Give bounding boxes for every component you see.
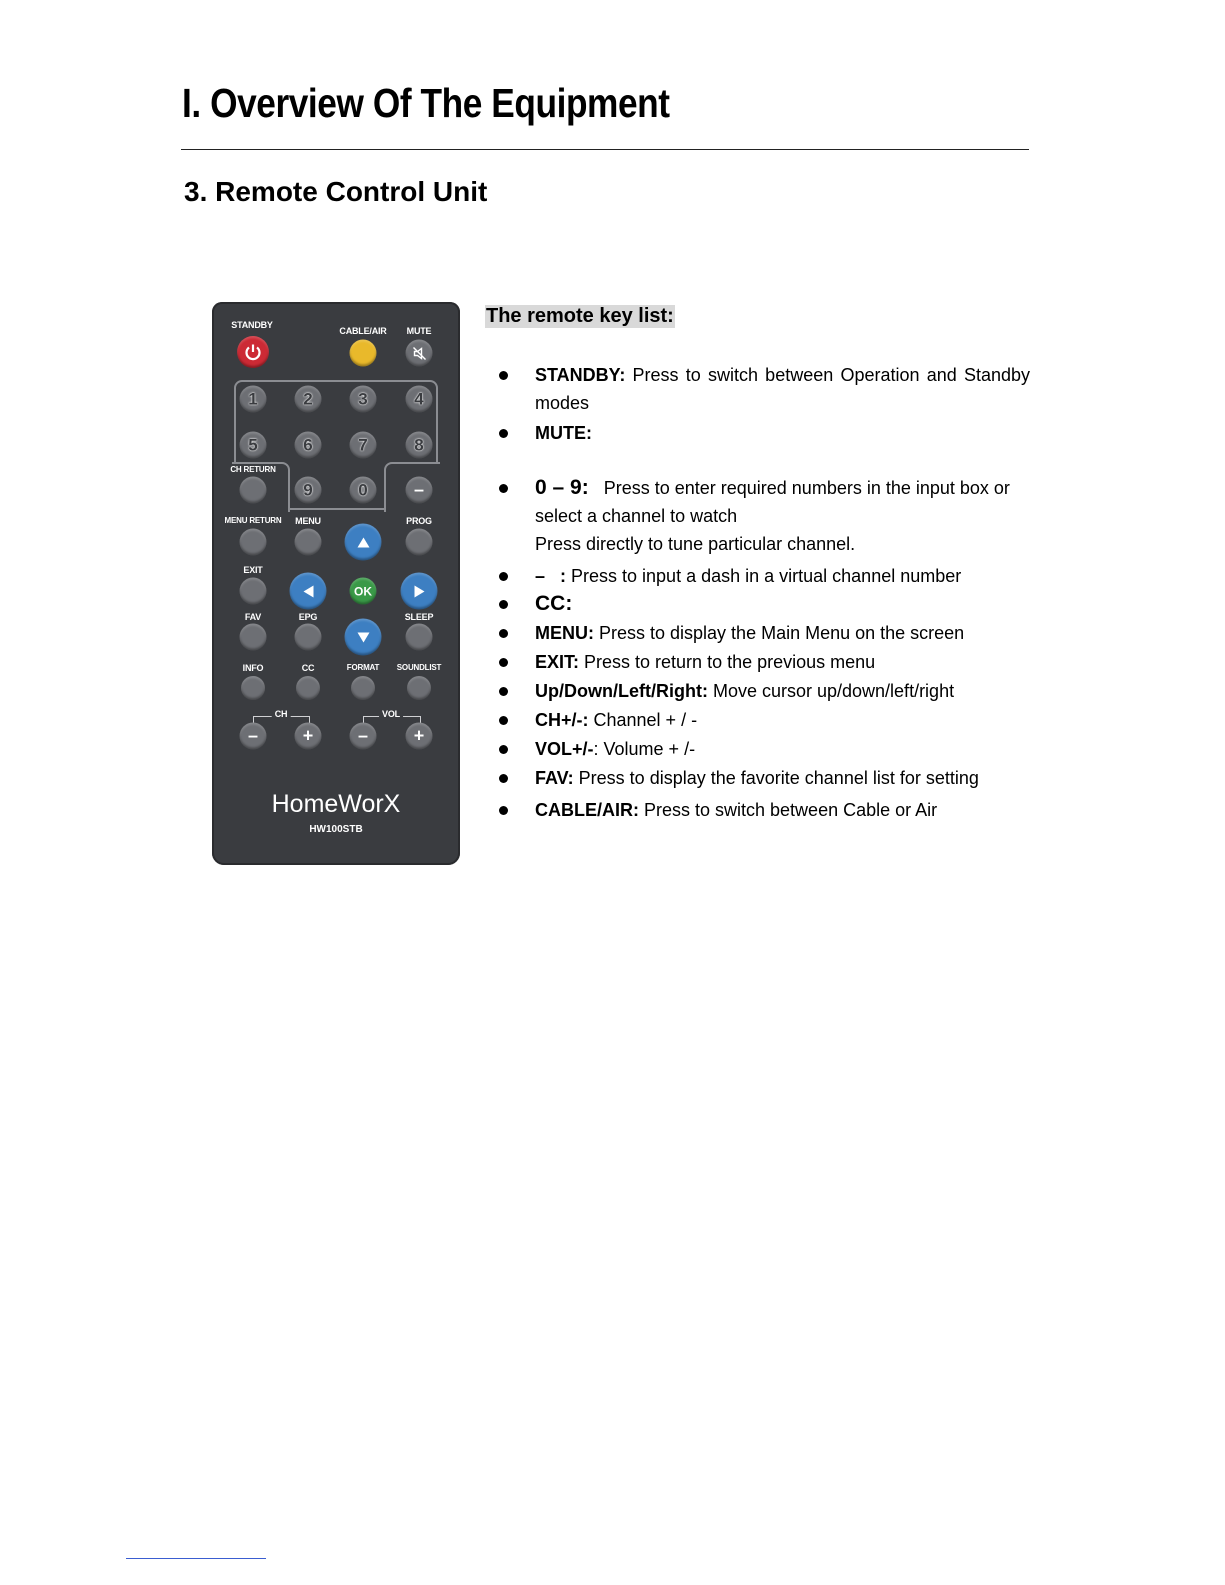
ch-plus-button: +: [295, 723, 322, 750]
prog-button: [406, 529, 433, 556]
key-desc: Press to return to the previous menu: [579, 652, 876, 672]
cc-label: CC: [301, 663, 315, 673]
digit-4-button: 4: [406, 386, 433, 413]
bullet-icon: [499, 484, 508, 493]
sleep-label: SLEEP: [404, 612, 434, 622]
key-desc: Press to display the Main Menu on the screen: [594, 623, 965, 643]
epg-label: EPG: [298, 612, 318, 622]
key-desc: Press to switch between Operation and Standby modes: [535, 365, 1030, 413]
key-name: 0 – 9:: [535, 476, 589, 499]
exit-button: [240, 578, 267, 605]
key-name: STANDBY:: [535, 365, 626, 385]
format-button: [351, 676, 375, 700]
cable-air-button: [350, 340, 377, 367]
digit-0-button: 0: [350, 477, 377, 504]
remote-control-image: [212, 302, 460, 865]
vol-plus-button: +: [406, 723, 433, 750]
sleep-button: [406, 624, 433, 651]
ch-minus-button: –: [240, 723, 267, 750]
bullet-icon: [499, 806, 508, 815]
fav-label: FAV: [244, 612, 262, 622]
bullet-icon: [499, 371, 508, 380]
footer-link-line: [126, 1558, 266, 1559]
bullet-icon: [499, 774, 508, 783]
key-item-vol: [535, 735, 1030, 763]
brand-logo: HomeWorX: [271, 790, 401, 818]
mute-button: [406, 340, 433, 367]
ch-return-label: CH RETURN: [230, 465, 276, 474]
key-item-cable-air: [535, 796, 1030, 824]
chapter-divider: [181, 149, 1029, 150]
bullet-icon: [499, 745, 508, 754]
ch-return-button: [240, 477, 267, 504]
info-button: [241, 676, 265, 700]
digit-8-button: 8: [406, 432, 433, 459]
key-name: MENU:: [535, 623, 594, 643]
key-desc-extra: Press directly to tune particular channel.: [535, 534, 856, 554]
key-desc: Press to switch between Cable or Air: [639, 800, 938, 820]
digit-9-button: 9: [295, 477, 322, 504]
key-desc: Press to enter required numbers in the input box or select a channel to watch: [535, 478, 1015, 526]
key-desc: Channel + / -: [588, 710, 698, 730]
standby-label: STANDBY: [231, 320, 273, 330]
menu-return-label: MENU RETURN: [224, 516, 282, 525]
digit-7-button: 7: [350, 432, 377, 459]
key-item-ch: [535, 706, 1030, 734]
mute-icon: [411, 345, 427, 361]
bullet-icon: [499, 429, 508, 438]
soundlist-button: [407, 676, 431, 700]
key-name: FAV:: [535, 768, 574, 788]
key-name: CH+/-:: [535, 710, 589, 730]
bullet-icon: [499, 716, 508, 725]
dash-button: –: [406, 477, 433, 504]
key-name: EXIT:: [535, 652, 580, 672]
key-desc: Move cursor up/down/left/right: [707, 681, 955, 701]
key-item-standby: [535, 361, 1030, 417]
key-item-mute: [535, 419, 1030, 447]
epg-button: [295, 624, 322, 651]
bullet-icon: [499, 687, 508, 696]
digit-2-button: 2: [295, 386, 322, 413]
key-desc: : Volume + /-: [593, 739, 696, 759]
key-name: MUTE:: [535, 423, 592, 443]
vol-minus-button: –: [350, 723, 377, 750]
key-name: – :: [535, 566, 567, 586]
chapter-title: I. Overview Of The Equipment: [182, 80, 670, 126]
exit-label: EXIT: [243, 565, 263, 575]
mute-label: MUTE: [406, 326, 432, 336]
model-number: HW100STB: [309, 824, 363, 835]
soundlist-label: SOUNDLIST: [396, 663, 442, 672]
digit-6-button: 6: [295, 432, 322, 459]
key-desc: Press to input a dash in a virtual channel number: [566, 566, 962, 586]
section-title: 3. Remote Control Unit: [184, 176, 488, 207]
key-item-digits: [535, 474, 1030, 558]
ok-button: OK: [350, 578, 377, 605]
bullet-icon: [499, 600, 508, 609]
bullet-icon: [499, 658, 508, 667]
key-desc: Press to display the favorite channel list for setting: [573, 768, 979, 788]
bullet-icon: [499, 572, 508, 581]
right-button: [401, 573, 438, 610]
digit-1-button: 1: [240, 386, 267, 413]
key-item-menu: [535, 619, 1030, 647]
right-arrow-icon: [414, 585, 424, 597]
digit-3-button: 3: [350, 386, 377, 413]
key-name: VOL+/-: [535, 739, 594, 759]
menu-label: MENU: [295, 516, 321, 526]
key-item-dash: [535, 562, 1030, 590]
key-name: CC:: [535, 592, 573, 615]
key-list-heading: The remote key list:: [486, 305, 674, 327]
key-item-fav: [535, 764, 1030, 792]
digit-5-button: 5: [240, 432, 267, 459]
menu-button: [295, 529, 322, 556]
ch-label: CH: [272, 709, 291, 719]
key-item-cc: [535, 590, 1030, 618]
standby-button: [237, 336, 269, 368]
info-label: INFO: [242, 663, 264, 673]
up-arrow-icon: [357, 537, 369, 547]
bullet-icon: [499, 629, 508, 638]
left-arrow-icon: [303, 585, 313, 597]
key-name: CABLE/AIR:: [535, 800, 639, 820]
down-button: [345, 619, 382, 656]
key-name: Up/Down/Left/Right:: [535, 681, 708, 701]
up-button: [345, 524, 382, 561]
left-button: [290, 573, 327, 610]
vol-label: VOL: [379, 709, 403, 719]
down-arrow-icon: [357, 632, 369, 642]
format-label: FORMAT: [346, 663, 380, 672]
cable-air-label: CABLE/AIR: [339, 326, 387, 336]
key-item-exit: [535, 648, 1030, 676]
cc-button: [296, 676, 320, 700]
key-item-arrows: [535, 677, 1030, 705]
power-icon: [244, 343, 262, 361]
menu-return-button: [240, 529, 267, 556]
fav-button: [240, 624, 267, 651]
prog-label: PROG: [406, 516, 432, 526]
